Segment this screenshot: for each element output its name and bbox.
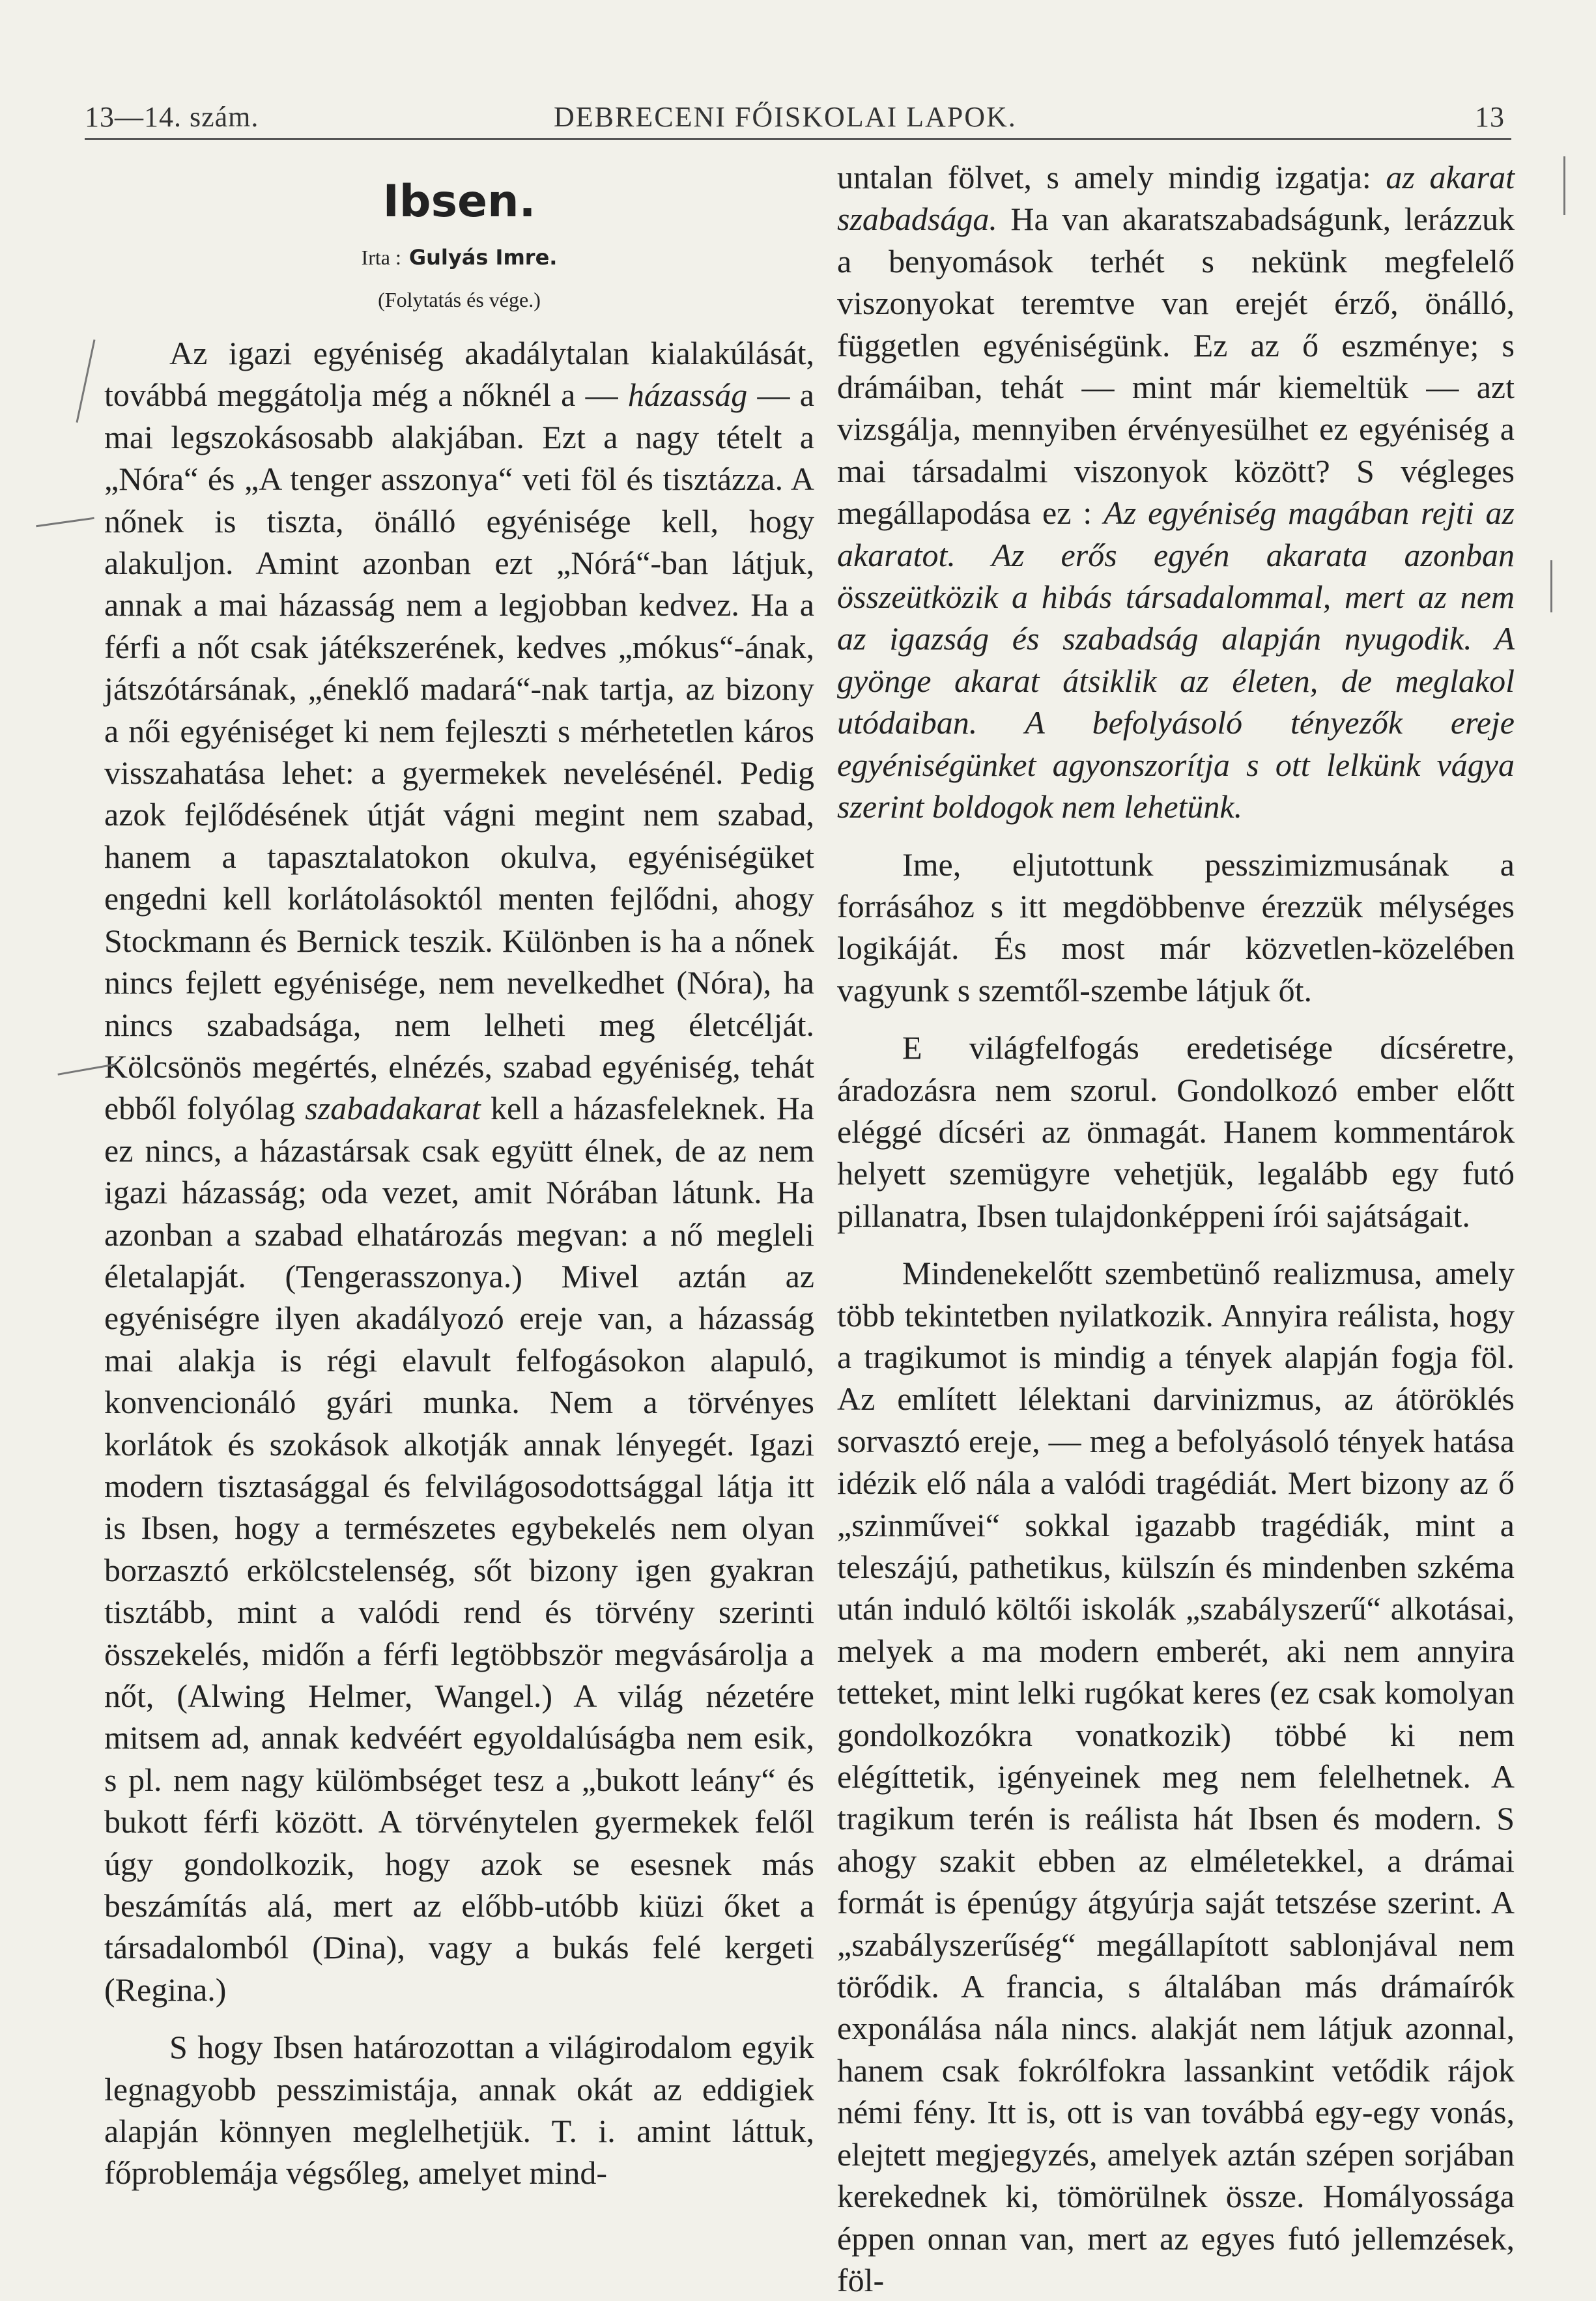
page-number: 13 bbox=[1475, 101, 1505, 133]
issue-number: 13—14. szám. bbox=[85, 101, 259, 133]
right-column bbox=[837, 156, 1515, 2301]
emphasis: az akarat szabadsága. bbox=[837, 159, 1515, 238]
left-column bbox=[104, 156, 814, 2194]
author-name: Gulyás Imre. bbox=[408, 245, 558, 270]
journal-title: DEBRECENI FŐISKOLAI LAPOK. bbox=[554, 101, 1017, 133]
paragraph: S hogy Ibsen határozottan a világirodalom egyik legnagyobb pesszimistája, annak okát az eddigiek alapján könnyen meglelhetjük. T. i. amint láttuk, főproblemája végsőleg, amelyet mind- bbox=[104, 2029, 814, 2192]
paragraph: Ime, eljutottunk pesszimizmusának a forrásához s itt megdöbbenve érezzük mélységes logikáját. És most már közvetlen-közelében vagyunk s szemtől-szembe látjuk őt. bbox=[837, 846, 1515, 1008]
page-header bbox=[85, 98, 1511, 137]
continuation-note: (Folytatás és vége.) bbox=[378, 288, 541, 311]
pencil-mark bbox=[76, 339, 96, 423]
byline-prefix: Irta : bbox=[361, 246, 401, 269]
pencil-mark bbox=[1550, 560, 1552, 612]
emphasis: Az egyéniség magában rejti az akaratot. Az erős egyén akarata azonban összeütközik a hibás társadalommal, mert az nem az igazság és szabadság alapján nyugodik. A gyönge akarat átsiklik az életen, de meglakol utódaiban. A befolyásoló tényezők ereje egyéniségünket agyonszorítja s ott lelkünk vágya szerint boldogok nem lehetünk. bbox=[837, 494, 1515, 825]
paragraph: E világfelfogás eredetisége dícséretre, áradozásra nem szorul. Gondolkozó ember előtt eléggé dícséri az önmagát. Hanem kommentárok helyett szemügyre vehetjük, legalább egy futó pillanatra, Ibsen tulajdonképpeni írói sajátságait. bbox=[837, 1029, 1515, 1234]
paragraph: Az igazi egyéniség akadálytalan kialakúlását, továbbá meggátolja még a nőknél a — házasság — a mai legszokásosabb alakjában. Ezt a nagy tételt a „Nóra“ és „A tenger asszonya“ veti föl és tisztázza. A nőnek is tiszta, önálló egyénisége kell, hogy alakuljon. Amint azonban ezt „Nórá“-ban látjuk, annak a mai házasság nem a legjobban kedvez. Ha a férfi a nőt csak játékszerének, kedves „mókus“-ának, játszótársának, „éneklő madará“-nak tartja, az bizony a női egyéniséget ki nem fejleszti s mérhetetlen káros visszahatása lehet: a gyermekek nevelésénél. Pedig azok fejlődésének útját vágni megint nem szabad, hanem a tapasztalatokon okulva, egyéniségüket engedni kell korlátolásoktól menten fejlődni, ahogy Stockmann és Bernick teszik. Különben is ha a nőnek nincs fejlett egyénisége, nem nevelkedhet (Nóra), ha nincs szabadsága, nem lelheti meg életcélját. Kölcsönös megértés, elnézés, szabad egyéniség, tehát ebből folyólag szabadakarat kell a házasfeleknek. Ha ez nincs, a házastársak csak együtt élnek, de az nem igazi házasság; oda vezet, amit Nórában látunk. Ha azonban a szabad elhatározás megvan: a nő megleli életalapját. (Tengerasszonya.) Mivel aztán az egyéniségre ilyen akadályozó ereje van, a házasság mai alakja is régi elavult felfogásokon alapuló, konvencionáló gyári munka. Nem a törvényes korlátok és szokások alkotják annak lényegét. Igazi modern tisztasággal és felvilágosodottsággal látja itt is Ibsen, hogy a természetes egybekelés nem olyan borzasztó erkölcstelenség, sőt bizony igen gyakran tisztább, mint a valódi rend és törvény szerinti összekelés, midőn a férfi legtöbbször megvásárolja a nőt, (Alwing Helmer, Wangel.) A világ nézetére mitsem ad, annak kedvéért egyoldalúságba nem esik, s pl. nem nagy külömbséget tesz a „bukott leány“ és bukott férfi között. A törvénytelen gyermekek felől úgy gondolkozik, hogy azok se esesnek más beszámítás alá, mert az előbb-utóbb kiüzi őket a társadalomból (Dina), vagy a bukás felé kergeti (Regina.) bbox=[104, 335, 814, 2008]
header-rule bbox=[85, 138, 1511, 140]
article-title: Ibsen. bbox=[382, 176, 536, 227]
emphasis: szabadakarat bbox=[305, 1090, 481, 1127]
paragraph: untalan fölvet, s amely mindig izgatja: az akarat szabadsága. Ha van akaratszabadságunk, lerázzuk a benyomások terhét s nekünk megfelelő viszonyokat teremtve van erejét érző, önálló, független egyéniségünk. Ez az ő eszménye; s drámáiban, tehát — mint már kiemeltük — azt vizsgálja, mennyiben érvényesülhet ez egyéniség a mai társadalmi viszonyok között? S végleges megállapodása ez : Az egyéniség magában rejti az akaratot. Az erős egyén akarata azonban összeütközik a hibás társadalommal, mert az nem az igazság és szabadság alapján nyugodik. A gyönge akarat átsiklik az életen, de meglakol utódaiban. A befolyásoló tényezők ereje egyéniségünket agyonszorítja s ott lelkünk vágya szerint boldogok nem lehetünk. bbox=[837, 159, 1515, 825]
paragraph: Mindenekelőtt szembetünő realizmusa, amely több tekintetben nyilatkozik. Annyira reálista, hogy a tragikumot is mindig a tények alapján fogja föl. Az említett lélektani darvinizmus, az átöröklés sorvasztó ereje, — meg a befolyásoló tények hatása idézik elő nála a valódi tragédiát. Mert bizony az ő „szinművei“ sokkal igazabb tragédiák, mint a teleszájú, pathetikus, külszín és mindenben szkéma után induló költői iskolák „szabályszerű“ alkotásai, melyek a ma modern emberét, aki nem annyira tetteket, mint lelki rugókat keres (ez csak komolyan gondolkozókra vonatkozik) többé ki nem elégíttetik, igényeinek meg nem felelhetnek. A tragikum terén is reálista hát Ibsen és modern. S ahogy szakit ebben az elméletekkel, a drámai formát is épenúgy átgyúrja saját tetszése szerint. A „szabályszerűség“ megállapított sablonjával nem törődik. A francia, s általában más drámaírók exponálása nála nincs. alakját nem látjuk azonnal, hanem csak fokrólfokra lassankint vetődik rájok némi fény. Itt is, ott is van továbbá egy-egy vonás, elejtett megjegyzés, amelyek aztán szépen sorjában kerekednek ki, tömörülnek össze. Homályossága éppen onnan van, mert az egyes futó jellemzések, föl- bbox=[837, 1255, 1515, 2298]
pencil-mark bbox=[36, 517, 94, 527]
emphasis: házasság bbox=[627, 377, 748, 414]
pencil-mark bbox=[1563, 156, 1565, 215]
byline bbox=[104, 235, 814, 280]
